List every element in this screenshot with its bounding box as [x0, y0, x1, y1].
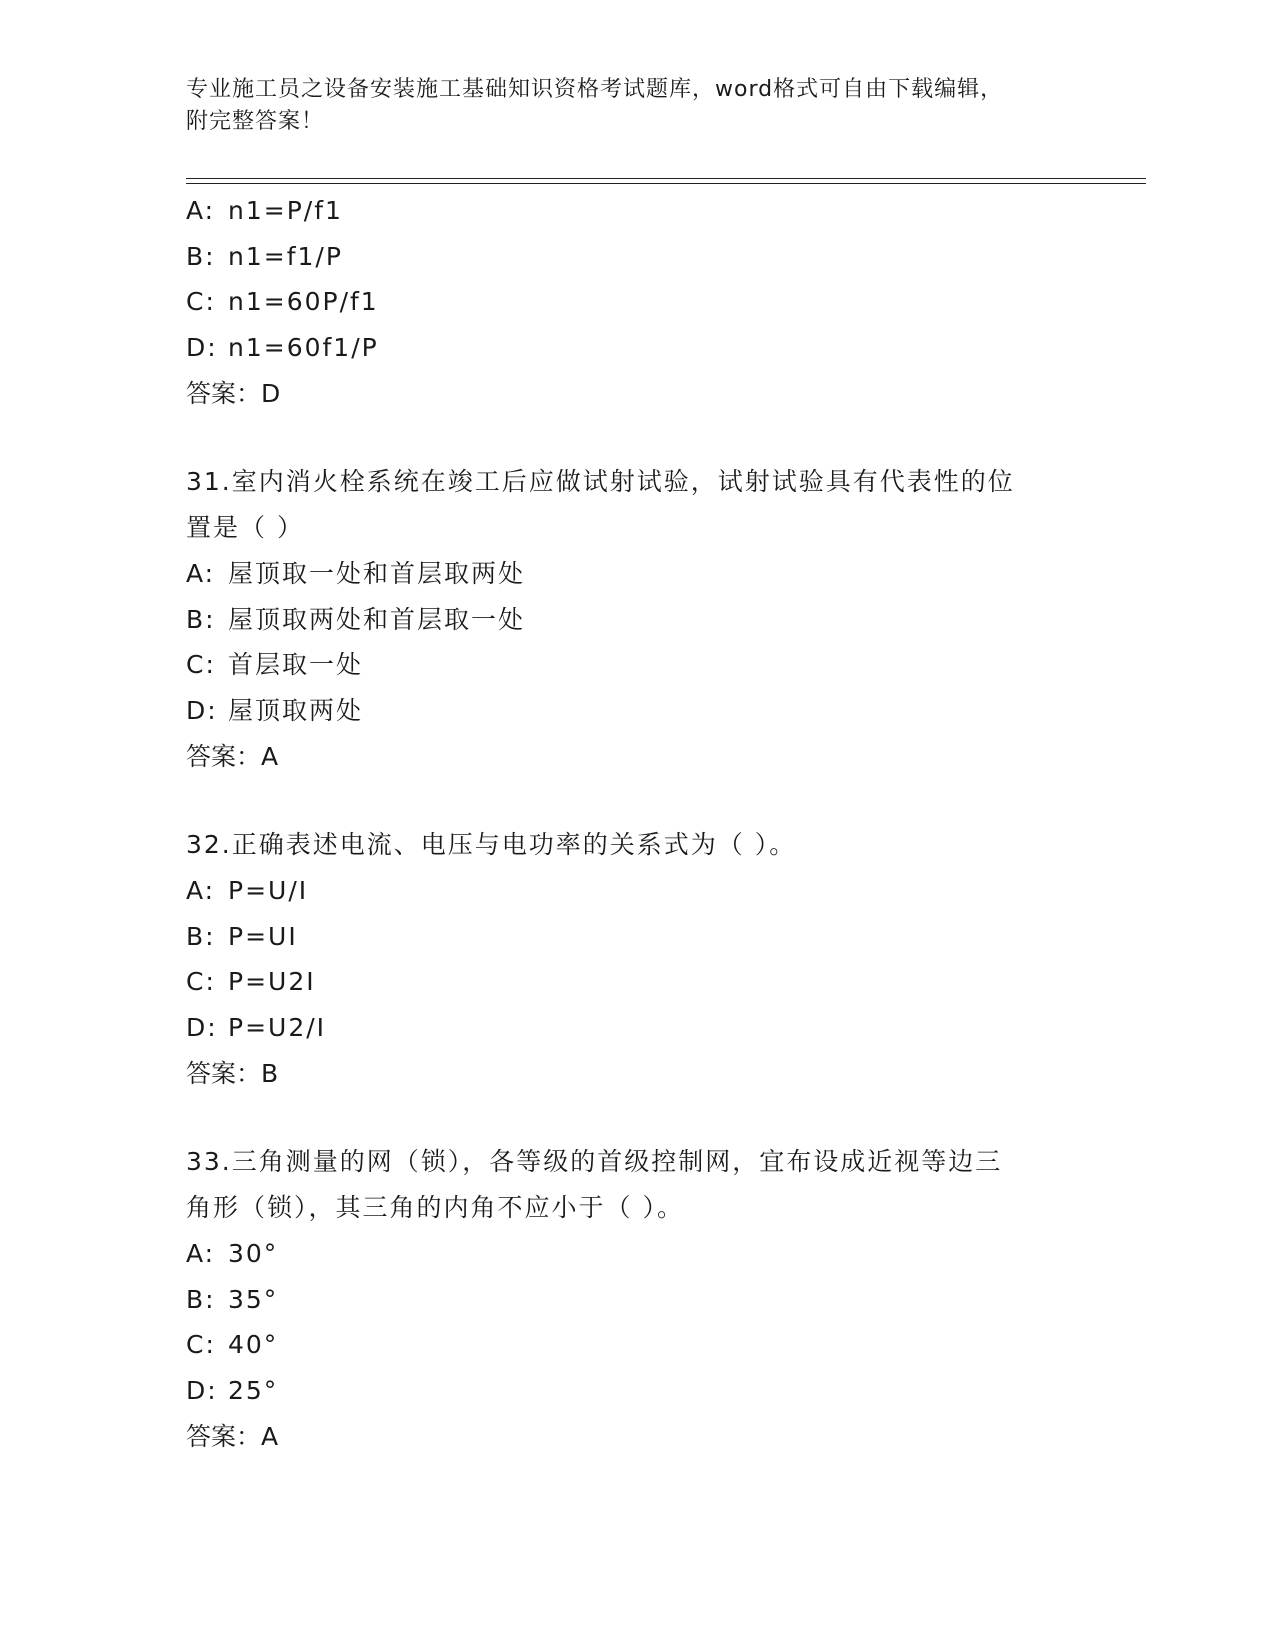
question-32: [186, 822, 1086, 1096]
option-key: B:: [186, 921, 216, 951]
question-text: [186, 822, 1066, 868]
answer-line: 答案：D: [186, 378, 281, 408]
option-key: C:: [186, 287, 216, 317]
option-text: P=UI: [228, 921, 298, 951]
option-key: C:: [186, 650, 216, 680]
option-c: [186, 279, 1086, 325]
question-text: [186, 1139, 1066, 1230]
option-b: [186, 914, 1086, 960]
answer-line: 答案：A: [186, 741, 279, 771]
option-text: n1=60f1/P: [228, 333, 379, 363]
question-text-line-2: 置是（ ）: [186, 513, 304, 543]
option-text: 40°: [228, 1330, 279, 1360]
option-text: 屋顶取一处和首层取两处: [228, 558, 526, 588]
option-key: D:: [186, 1013, 218, 1043]
spacer: [186, 416, 1086, 459]
option-text: P=U2/I: [228, 1013, 327, 1043]
spacer: [186, 779, 1086, 822]
option-b: [186, 1277, 1086, 1323]
option-text: 35°: [228, 1284, 279, 1314]
document-header: [186, 74, 1066, 138]
option-text: 屋顶取两处和首层取一处: [228, 604, 526, 634]
question-text-line-2: 角形（锁），其三角的内角不应小于（ ）。: [186, 1193, 684, 1223]
question-33: [186, 1139, 1086, 1459]
header-line-1: 专业施工员之设备安装施工基础知识资格考试题库，word格式可自由下载编辑，: [186, 77, 1004, 102]
option-key: D:: [186, 1375, 218, 1405]
question-text-line-1: 33.三角测量的网（锁），各等级的首级控制网，宜布设成近视等边三: [186, 1147, 1003, 1177]
option-text: n1=P/f1: [228, 196, 343, 225]
option-d: [186, 688, 1086, 734]
header-divider-bottom: [186, 183, 1146, 184]
option-text: n1=f1/P: [228, 241, 343, 271]
option-a: [186, 551, 1086, 597]
option-text: P=U/I: [228, 875, 309, 905]
option-text: 首层取一处: [228, 650, 364, 680]
option-text: n1=60P/f1: [228, 287, 379, 317]
option-key: B:: [186, 604, 216, 634]
question-list: [186, 188, 1086, 1459]
option-b: [186, 234, 1086, 280]
option-key: D:: [186, 695, 218, 725]
option-d: [186, 1005, 1086, 1051]
option-key: B:: [186, 1284, 216, 1314]
option-key: C:: [186, 1330, 216, 1360]
question-text: [186, 459, 1066, 550]
option-key: A:: [186, 875, 216, 905]
option-c: [186, 959, 1086, 1005]
option-d: [186, 325, 1086, 371]
option-text: 屋顶取两处: [228, 695, 364, 725]
option-c: [186, 642, 1086, 688]
option-d: [186, 1368, 1086, 1414]
option-c: [186, 1322, 1086, 1368]
option-a: [186, 868, 1086, 914]
option-key: A:: [186, 1238, 216, 1268]
header-line-2: 附完整答案！: [186, 109, 325, 134]
question-31: [186, 459, 1086, 779]
spacer: [186, 1096, 1086, 1139]
question-text-line-1: 31.室内消火栓系统在竣工后应做试射试验，试射试验具有代表性的位: [186, 467, 1015, 497]
answer-line: 答案：B: [186, 1058, 279, 1088]
header-divider-top: [186, 178, 1146, 179]
option-a: [186, 188, 1086, 234]
option-text: 25°: [228, 1375, 279, 1405]
option-text: P=U2I: [228, 967, 316, 997]
option-key: A:: [186, 196, 216, 225]
option-key: C:: [186, 967, 216, 997]
question-30: [186, 188, 1086, 416]
option-a: [186, 1231, 1086, 1277]
option-key: A:: [186, 558, 216, 588]
option-b: [186, 597, 1086, 643]
question-text-line-1: 32.正确表述电流、电压与电功率的关系式为（ ）。: [186, 830, 797, 860]
option-key: B:: [186, 241, 216, 271]
option-text: 30°: [228, 1238, 279, 1268]
option-key: D:: [186, 333, 218, 363]
answer-line: 答案：A: [186, 1421, 279, 1451]
